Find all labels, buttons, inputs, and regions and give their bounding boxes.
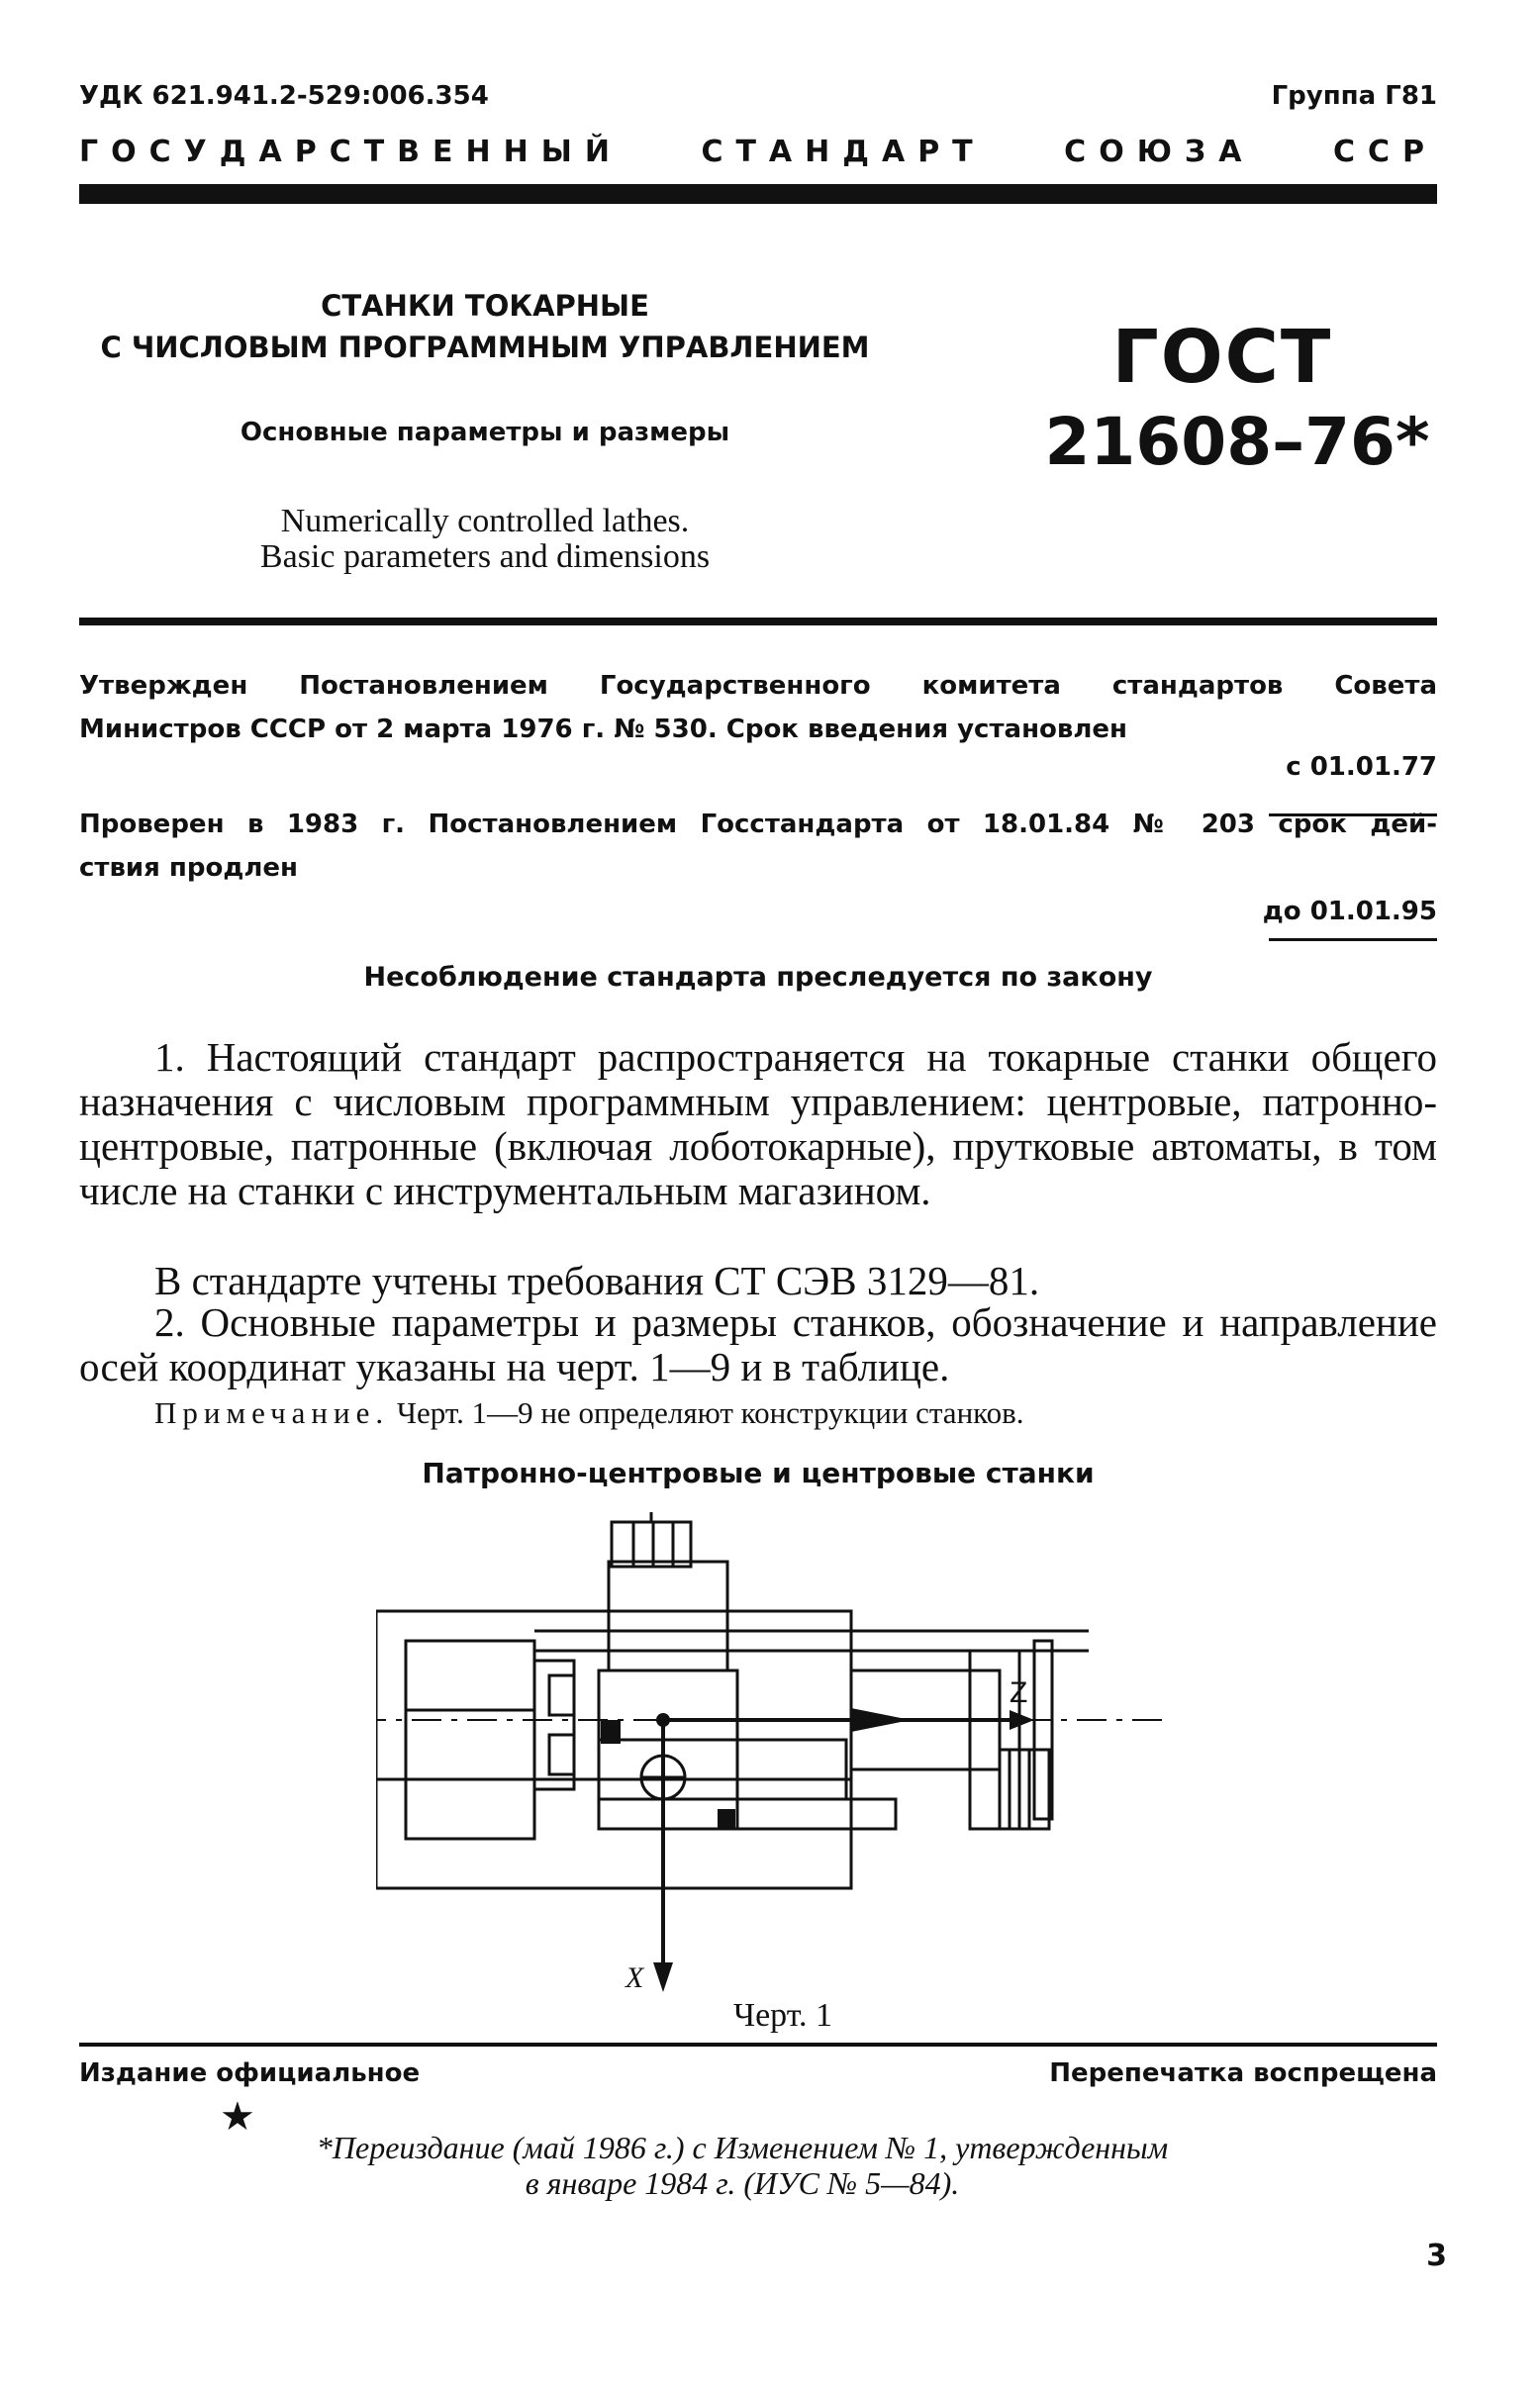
note-text: Черт. 1—9 не определяют конструкции станков. <box>389 1395 1024 1430</box>
paragraph-2-text: 2. Основные параметры и размеры станков, обозначение и направление осей координат указаны на черт. 1—9 и в таблице. <box>79 1299 1437 1389</box>
udk-code: УДК 621.941.2-529:006.354 <box>79 81 489 111</box>
heading-word: ГОСУДАРСТВЕННЫЙ <box>79 135 623 169</box>
turret-motor <box>612 1522 691 1567</box>
state-standard-heading <box>79 135 1437 169</box>
gost-number: 21608–76* <box>1044 404 1430 480</box>
heading-word: СТАНДАРТ <box>701 135 986 169</box>
subtitle-english-line-2: Basic parameters and dimensions <box>259 538 711 575</box>
introduction-date: с 01.01.77 <box>1286 752 1437 782</box>
section-heading: Патронно-центровые и центровые станки <box>422 1457 1095 1489</box>
x-axis-arrow <box>653 1962 673 1992</box>
paragraph-2 <box>79 1300 1437 1389</box>
gost-label: ГОСТ <box>1111 315 1333 400</box>
top-divider <box>79 184 1437 204</box>
lathe-drawing <box>376 1512 1188 2037</box>
heading-word: ССР <box>1332 135 1437 169</box>
validity-underline <box>1269 938 1437 941</box>
heading-word: СОЮЗА <box>1064 135 1255 169</box>
z-axis-label: Z <box>1010 1676 1028 1709</box>
tailstock-handwheel <box>1000 1750 1049 1829</box>
official-edition-label: Издание официальное <box>79 2058 421 2088</box>
note <box>154 1395 1024 1431</box>
approval-line-1: Утвержден Постановлением Государственного комитета стандартов Совета <box>79 671 1437 701</box>
subtitle-english-line-1: Numerically controlled lathes. <box>280 503 690 539</box>
cev-reference: В стандарте учтены требования СТ СЭВ 3129—81. <box>154 1258 1040 1303</box>
checked-line-2: ствия продлен <box>79 853 298 883</box>
checked-line-1: Проверен в 1983 г. Постановлением Госстандарта от 18.01.84 № 203 срок дей- <box>79 810 1437 839</box>
note-label: Примечание. <box>154 1395 390 1430</box>
chuck <box>534 1661 574 1789</box>
z-axis-arrow <box>1010 1710 1034 1730</box>
reissue-note-line-1: *Переиздание (май 1986 г.) с Изменением № 1, утвержденным <box>316 2130 1169 2165</box>
paragraph-1-text: 1. Настоящий стандарт распространяется на токарные станки общего назначения с числовым программным управлением: центровые, патронно-центровые, патронные (включая лоботокарные), прутковые автоматы, в том числе на станки с инструментальным магазином. <box>79 1034 1437 1213</box>
reprint-prohibited-label: Перепечатка воспрещена <box>1049 2058 1437 2088</box>
page-number: 3 <box>1426 2239 1447 2273</box>
title-line-2: С ЧИСЛОВЫМ ПРОГРАММНЫМ УПРАВЛЕНИЕМ <box>100 331 870 364</box>
subtitle-russian: Основные параметры и размеры <box>240 418 730 447</box>
paragraph-1 <box>79 1035 1437 1213</box>
machine-bed <box>376 1611 851 1888</box>
approval-line-2: Министров СССР от 2 марта 1976 г. № 530. Срок введения установлен <box>79 715 1127 744</box>
carriage <box>599 1671 737 1829</box>
turret-column <box>609 1562 727 1671</box>
x-axis-label: X <box>626 1961 644 1994</box>
reissue-note-line-2: в январе 1984 г. (ИУС № 5—84). <box>525 2165 960 2201</box>
figure-caption: Черт. 1 <box>732 1997 833 2034</box>
middle-divider <box>79 618 1437 625</box>
validity-date: до 01.01.95 <box>1262 897 1437 926</box>
law-notice: Несоблюдение стандарта преследуется по закону <box>363 962 1153 993</box>
bottom-divider <box>79 2043 1437 2047</box>
star-icon: ★ <box>220 2094 255 2140</box>
title-line-1: СТАНКИ ТОКАРНЫЕ <box>321 289 649 323</box>
group-code: Группа Г81 <box>1271 81 1437 111</box>
